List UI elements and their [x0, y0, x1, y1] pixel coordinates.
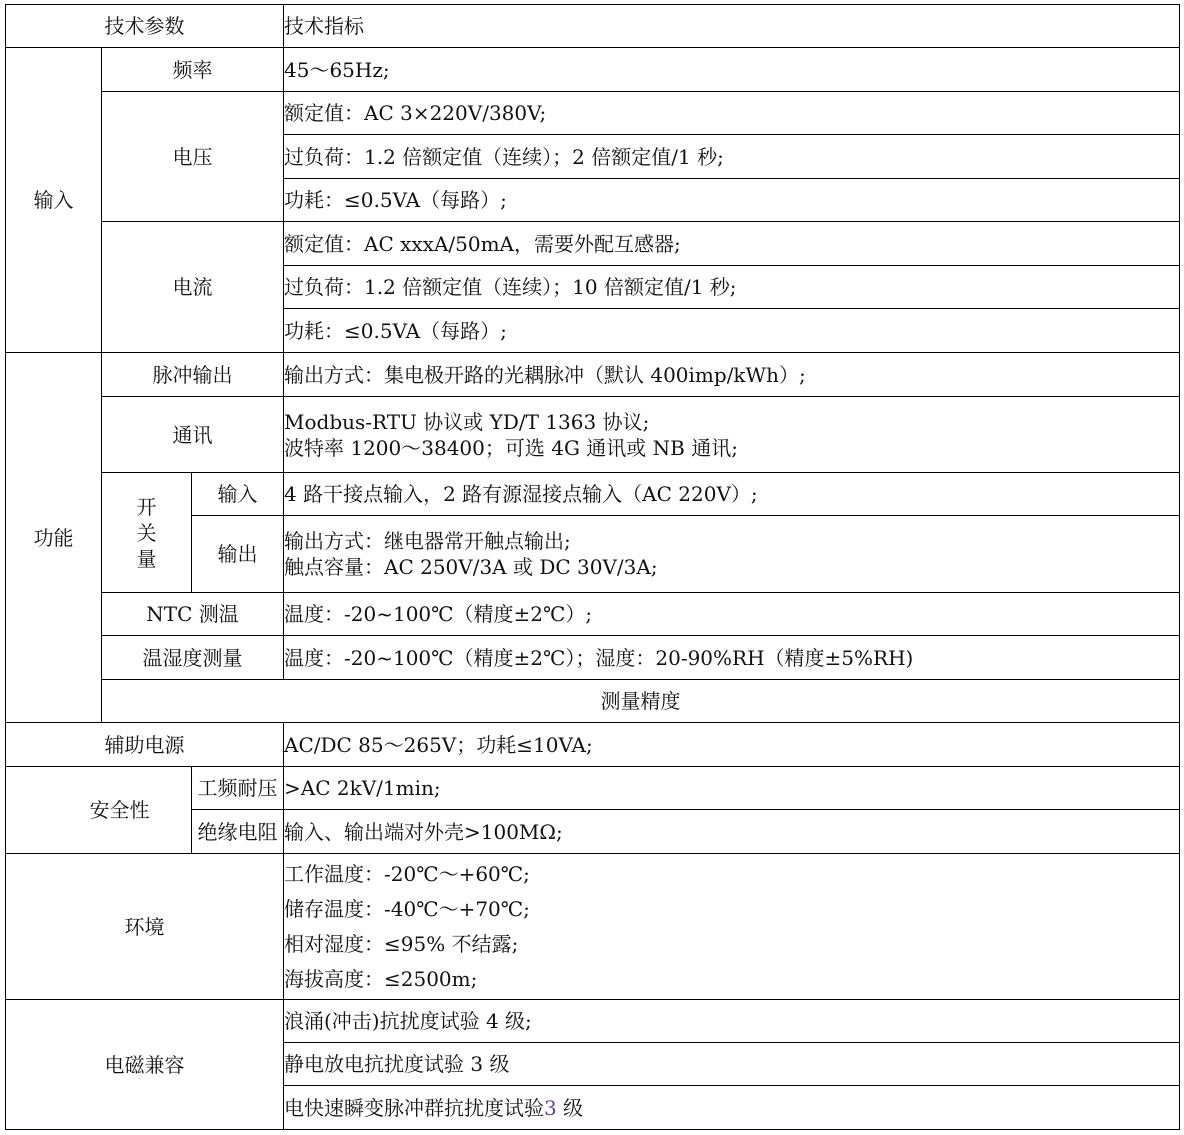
- voltage-label: 电压: [102, 92, 284, 222]
- comm-label: 通讯: [102, 397, 284, 473]
- emc-eft-text: 电快速瞬变脉冲群抗扰度试验: [284, 1095, 544, 1120]
- header-spec: 技术指标: [284, 5, 1180, 48]
- table-row: [6, 767, 1180, 810]
- insulation-value: 输入、输出端对外壳>100MΩ;: [284, 810, 1180, 854]
- th-label: 温湿度测量: [102, 636, 284, 680]
- table-row: [6, 1000, 1180, 1043]
- switch-out-line-1: 输出方式：继电器常开触点输出;: [284, 529, 571, 553]
- env-line-2: 储存温度：-40℃～+70℃;: [284, 896, 530, 921]
- comm-value: [284, 397, 1180, 473]
- switch-out-label: 输出: [192, 516, 284, 593]
- switch-in-value: 4 路干接点输入，2 路有源湿接点输入（AC 220V）;: [284, 473, 1180, 516]
- ntc-value: 温度：-20~100℃（精度±2℃）;: [284, 593, 1180, 636]
- th-value: 温度：-20~100℃（精度±2℃）；湿度：20-90%RH（精度±5%RH): [284, 636, 1180, 680]
- header-param: 技术参数: [6, 5, 284, 48]
- switch-char-2: 关: [136, 520, 157, 545]
- env-line-4: 海拔高度：≤2500m;: [284, 966, 478, 991]
- withstand-label: 工频耐压: [192, 767, 284, 810]
- pulse-label: 脉冲输出: [102, 353, 284, 397]
- table-row: [6, 397, 1180, 473]
- env-line-1: 工作温度：-20℃～+60℃;: [284, 861, 530, 886]
- switch-label: [102, 473, 192, 593]
- emc-eft: [284, 1086, 1180, 1130]
- switch-out-line-2: 触点容量：AC 250V/3A 或 DC 30V/3A;: [284, 555, 658, 579]
- table-row: [6, 473, 1180, 516]
- voltage-power: 功耗：≤0.5VA（每路）;: [284, 179, 1180, 222]
- current-rated: 额定值：AC xxxA/50mA，需要外配互感器;: [284, 222, 1180, 266]
- comm-line-2: 波特率 1200～38400；可选 4G 通讯或 NB 通讯;: [284, 435, 738, 460]
- spec-table: [5, 4, 1180, 1130]
- aux-power-value: AC/DC 85～265V；功耗≤10VA;: [284, 723, 1180, 767]
- emc-eft-suffix: 级: [556, 1095, 584, 1120]
- freq-value: 45～65Hz;: [284, 48, 1180, 92]
- environment-label: 环境: [6, 854, 284, 1000]
- insulation-label: 绝缘电阻: [192, 810, 284, 854]
- table-row: [6, 854, 1180, 1000]
- current-overload: 过负荷：1.2 倍额定值（连续）；10 倍额定值/1 秒;: [284, 266, 1180, 309]
- current-label: 电流: [102, 222, 284, 353]
- table-row: [6, 92, 1180, 135]
- ntc-label: NTC 测温: [102, 593, 284, 636]
- header-row: [6, 5, 1180, 48]
- table-row: [6, 723, 1180, 767]
- table-row: [6, 48, 1180, 92]
- freq-label: 频率: [102, 48, 284, 92]
- table-row: [6, 636, 1180, 680]
- table-row: [6, 353, 1180, 397]
- switch-char-1: 开: [136, 494, 157, 519]
- aux-power-label: 辅助电源: [6, 723, 284, 767]
- table-row: [6, 593, 1180, 636]
- safety-label: 安全性: [6, 767, 192, 854]
- pulse-value: 输出方式：集电极开路的光耦脉冲（默认 400imp/kWh）;: [284, 353, 1180, 397]
- input-label: 输入: [6, 48, 102, 353]
- function-label: 功能: [6, 353, 102, 723]
- switch-in-label: 输入: [192, 473, 284, 516]
- accuracy-label: 测量精度: [102, 680, 1180, 723]
- voltage-overload: 过负荷：1.2 倍额定值（连续）；2 倍额定值/1 秒;: [284, 135, 1180, 179]
- withstand-value: >AC 2kV/1min;: [284, 767, 1180, 810]
- voltage-rated: 额定值：AC 3×220V/380V;: [284, 92, 1180, 135]
- emc-esd: 静电放电抗扰度试验 3 级: [284, 1043, 1180, 1086]
- emc-eft-level: 3: [544, 1095, 557, 1120]
- environment-value: [284, 854, 1180, 1000]
- emc-label: 电磁兼容: [6, 1000, 284, 1130]
- switch-char-3: 量: [136, 546, 157, 571]
- current-power: 功耗：≤0.5VA（每路）;: [284, 309, 1180, 353]
- comm-line-1: Modbus-RTU 协议或 YD/T 1363 协议;: [284, 409, 650, 434]
- table-row: [6, 222, 1180, 266]
- switch-out-value: [284, 516, 1180, 593]
- emc-surge: 浪涌(冲击)抗扰度试验 4 级;: [284, 1000, 1180, 1043]
- table-row: [6, 680, 1180, 723]
- env-line-3: 相对湿度：≤95% 不结露;: [284, 931, 519, 956]
